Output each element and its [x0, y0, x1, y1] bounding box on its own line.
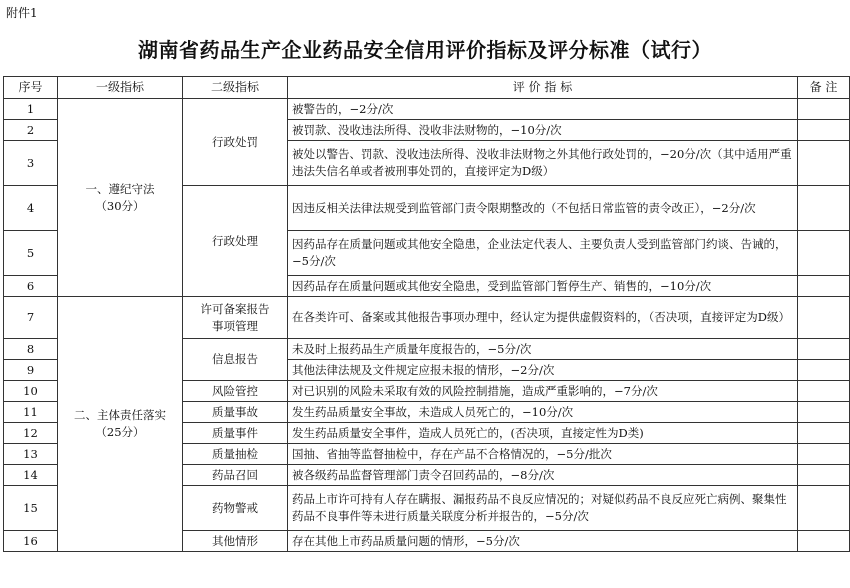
criteria-cell: 被罚款、没收违法所得、没收非法财物的，−10分/次: [288, 120, 798, 141]
level2-name: 药物警戒: [212, 500, 258, 515]
criteria-cell: 存在其他上市药品质量问题的情形，−5分/次: [288, 531, 798, 552]
level2-cell: [183, 444, 288, 465]
remark-cell: [798, 402, 850, 423]
level1-score: （25分）: [95, 425, 145, 439]
remark-cell: [798, 186, 850, 231]
criteria-cell: 未及时上报药品生产质量年度报告的，−5分/次: [288, 339, 798, 360]
remark-cell: [798, 531, 850, 552]
row-no: 4: [4, 186, 58, 231]
level2-cell: [183, 339, 288, 381]
remark-cell: [798, 465, 850, 486]
level2-name: 风险管控: [212, 383, 258, 398]
attachment-label: 附件1: [6, 6, 38, 20]
criteria-cell: 对已识别的风险未采取有效的风险控制措施，造成严重影响的，−7分/次: [288, 381, 798, 402]
level1-cell: [58, 99, 183, 297]
header-no: 序号: [4, 77, 58, 99]
level1-score: （30分）: [95, 198, 145, 213]
row-no: 2: [4, 120, 58, 141]
criteria-cell: 因药品存在质量问题或其他安全隐患，受到监管部门暂停生产、销售的，−10分/次: [288, 276, 798, 297]
level2-cell: [183, 486, 288, 531]
level2-name: 质量抽检: [212, 446, 258, 461]
remark-cell: [798, 381, 850, 402]
criteria-cell: 在各类许可、备案或其他报告事项办理中，经认定为提供虚假资料的，（否决项，直接评定为D级）: [288, 297, 798, 339]
criteria-cell: 因药品存在质量问题或其他安全隐患，企业法定代表人、主要负责人受到监管部门约谈、告诫的，−5分/次: [288, 231, 798, 276]
row-no: 3: [4, 141, 58, 186]
document-title: 湖南省药品生产企业药品安全信用评价指标及评分标准（试行）: [138, 38, 712, 62]
row-no: 14: [4, 465, 58, 486]
criteria-cell: 被各级药品监督管理部门责令召回药品的，−8分/次: [288, 465, 798, 486]
level2-name: 药品召回: [212, 467, 258, 482]
row-no: 15: [4, 486, 58, 531]
criteria-cell: 发生药品质量安全事件，造成人员死亡的，(否决项，直接定性为D类): [288, 423, 798, 444]
row-no: 10: [4, 381, 58, 402]
criteria-cell: 其他法律法规及文件规定应报未报的情形，−2分/次: [288, 360, 798, 381]
evaluation-table: [3, 76, 850, 552]
table-row: [4, 99, 850, 120]
row-no: 7: [4, 297, 58, 339]
level2-cell: [183, 381, 288, 402]
level2-cell: [183, 99, 288, 186]
remark-cell: [798, 276, 850, 297]
level2-cell: [183, 423, 288, 444]
row-no: 13: [4, 444, 58, 465]
remark-cell: [798, 231, 850, 276]
row-no: 8: [4, 339, 58, 360]
header-level1: 一级指标: [58, 77, 183, 99]
table-header-row: [4, 77, 850, 99]
remark-cell: [798, 423, 850, 444]
level2-name: 质量事件: [212, 425, 258, 440]
criteria-cell: 国抽、省抽等监督抽检中，存在产品不合格情况的，−5分/批次: [288, 444, 798, 465]
level2-cell: [183, 186, 288, 297]
row-no: 11: [4, 402, 58, 423]
header-remark: 备 注: [798, 77, 850, 99]
level1-cell: [58, 297, 183, 552]
level1-name: 一、遵纪守法: [85, 181, 155, 196]
remark-cell: [798, 99, 850, 120]
level2-name: 其他情形: [212, 533, 258, 548]
level2-name: 质量事故: [212, 404, 258, 419]
header-criteria: 评 价 指 标: [288, 77, 798, 99]
remark-cell: [798, 444, 850, 465]
row-no: 9: [4, 360, 58, 381]
remark-cell: [798, 297, 850, 339]
row-no: 1: [4, 99, 58, 120]
level2-name: 行政处罚: [212, 134, 258, 149]
level1-name: 二、主体责任落实: [74, 408, 166, 422]
criteria-cell: 因违反相关法律法规受到监管部门责令限期整改的（不包括日常监管的责令改正），−2分/次: [288, 186, 798, 231]
level2-cell: [183, 531, 288, 552]
level2-name: 许可备案报告: [200, 301, 270, 316]
criteria-cell: 发生药品质量安全事故，未造成人员死亡的，−10分/次: [288, 402, 798, 423]
remark-cell: [798, 486, 850, 531]
criteria-cell: 被警告的，−2分/次: [288, 99, 798, 120]
remark-cell: [798, 120, 850, 141]
level2-cell: [183, 402, 288, 423]
level2-name: 行政处理: [212, 233, 258, 248]
row-no: 6: [4, 276, 58, 297]
row-no: 16: [4, 531, 58, 552]
header-level2: 二级指标: [183, 77, 288, 99]
row-no: 12: [4, 423, 58, 444]
level2-cell: [183, 297, 288, 339]
level2-cell: [183, 465, 288, 486]
row-no: 5: [4, 231, 58, 276]
criteria-cell: 被处以警告、罚款、没收违法所得、没收非法财物之外其他行政处罚的，−20分/次（其中适用严重违法失信名单或者被刑事处罚的，直接评定为D级）: [288, 141, 798, 186]
remark-cell: [798, 339, 850, 360]
remark-cell: [798, 141, 850, 186]
criteria-cell: 药品上市许可持有人存在瞒报、漏报药品不良反应情况的；对疑似药品不良反应死亡病例、聚集性药品不良事件等未进行质量关联度分析并报告的，−5分/次: [288, 486, 798, 531]
level2-name-line2: 事项管理: [212, 318, 258, 333]
level2-name: 信息报告: [212, 352, 258, 366]
remark-cell: [798, 360, 850, 381]
table-row: [4, 297, 850, 339]
